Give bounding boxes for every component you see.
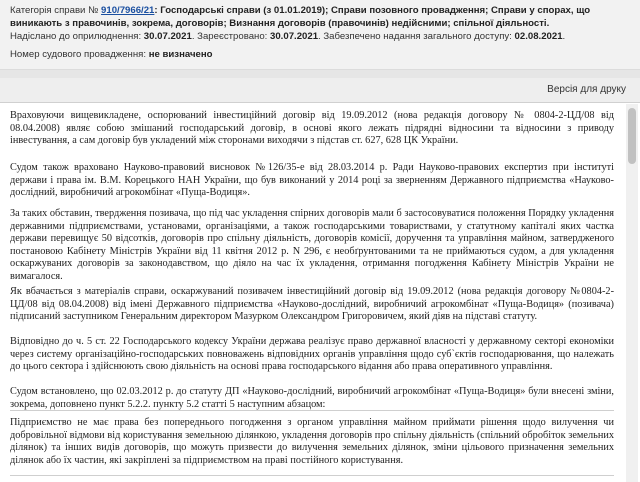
- sent-date: 30.07.2021: [143, 31, 192, 42]
- proceeding-row: [10, 48, 630, 61]
- access-label: Забезпечено надання загального доступу:: [323, 31, 512, 42]
- document-body: [10, 110, 614, 482]
- case-category-row: Категорія справи № 910/7966/21: Господарські справи (з 01.01.2019); Справи позовного провадження; Справи у спорах, що виникають з правочинів, зокрема, договорів; Визнання договорів (правочинів) недійсними; спільної діяльності.: [10, 5, 591, 29]
- print-version-button[interactable]: Версія для друку: [547, 84, 626, 95]
- category-label: Категорія справи №: [10, 5, 99, 16]
- paragraph: За таких обставин, твердження позивача, що під час укладення спірних договорів мали б застосовуватися положення Порядку укладення державними підприємствами, установами, організаціями, а також господарськими товариствами, у статутному капіталі яких частка держави перевищує 50 відсотків, договорів про спільну діяльність, договорів комісії, доручення та управління майном, затвердженого постановою Кабінету Міністрів України від 11 квітня 2012 р. N 296, є необґрунтованими та не приймаються судом, а для укладення оскаржуваних договорів за законодавством, що діяло на час їх укладення, отримання погодження Кабінету Міністрів України не вимагалося.: [10, 208, 614, 282]
- vertical-scrollbar[interactable]: [626, 104, 638, 482]
- proceeding-value: не визначено: [148, 49, 213, 60]
- case-number-link[interactable]: 910/7966/21: [101, 5, 155, 16]
- paragraph: Враховуючи вищевикладене, оспорюваний інвестиційний договір від 19.09.2012 (нова редакція договору № 0804-2-ЦД/08 від 08.04.2008) являє собою змішаний господарський договір, в основі якого лежать підрядні відносини та відносини з приводу інвестування, а сам договір був укладений між сторонами виходячи з підстав ст. 627, 628 ЦК України.: [10, 110, 614, 147]
- access-date: 02.08.2021: [514, 31, 563, 42]
- dates-row: Надіслано до оприлюднення: 30.07.2021. Зареєстровано: 30.07.2021. Забезпечено надання загального доступу: 02.08.2021.: [10, 31, 566, 42]
- registered-label: Зареєстровано:: [197, 31, 268, 42]
- sent-label: Надіслано до оприлюднення:: [10, 31, 142, 42]
- proceeding-label: Номер судового провадження:: [10, 49, 147, 60]
- paragraph: Відповідно до ч. 5 ст. 22 Господарського кодексу України держава реалізує право державної власності у державному секторі економіки через систему організаційно-господарських повноважень відповідних органів управління щодо суб`єктів господарювання, що належать до цього сектора і здійснюють свою діяльність на основі права господарського відання або права оперативного управління.: [10, 336, 614, 373]
- paragraph: Судом встановлено, що 02.03.2012 р. до статуту ДП «Науково-дослідний, виробничий агрокомбінат «Пуща-Водиця» були внесені зміни, зокрема, доповнено пункт 5.2.2. пункту 5.2 статті 5 наступним абзацом:: [10, 386, 614, 410]
- divider: [0, 70, 640, 78]
- quoted-paragraph: Підприємство не має права без попереднього погодження з органом управління майном приймати рішення щодо вилучення чи добровільної відмови від користування земельною ділянкою, укладення договорів про спільну діяльність (спільний обробіток земельних ділянок) та інших видів договорів, що можуть призвести до вилучення земельних ділянок, зміни цільового призначення земельних ділянок або їх частин, які закріплені за підприємством на праві постійного користування.: [10, 417, 614, 466]
- toolbar: [0, 78, 640, 103]
- scrollbar-thumb[interactable]: [628, 108, 636, 164]
- paragraph: Судом також враховано Науково-правовий висновок №126/35-е від 28.03.2014 р. Ради Науково-правових експертиз при інституті держави і права ім. В.М. Корецького НАН України, що був виконаний у 2014 році за зверненням Державного підприємства «Науково-дослідний, виробничий агрокомбінат «Пуща-Водиця».: [10, 162, 614, 199]
- category-text: Господарські справи (з 01.01.2019); Справи позовного провадження; Справи у спорах, що виникають з правочинів, зокрема, договорів; Визнання договорів (правочинів) недійсними; спільної діяльності.: [10, 5, 591, 29]
- case-info-panel: [0, 0, 640, 70]
- paragraph: Як вбачається з матеріалів справи, оскаржуваний позивачем інвестиційний договір від 19.09.2012 (нова редакція договору №0804-2-ЦД/08 від 08.04.2008) від імені Державного підприємства «Науково-дослідний, виробничий агрокомбінат «Пуща-Водиця» (позивача) підписаний заступником Генеральним директором Мазурком Олександром Григоровичем, який діяв на підставі статуту.: [10, 286, 614, 323]
- registered-date: 30.07.2021: [270, 31, 319, 42]
- quoted-clause-box: [10, 410, 614, 476]
